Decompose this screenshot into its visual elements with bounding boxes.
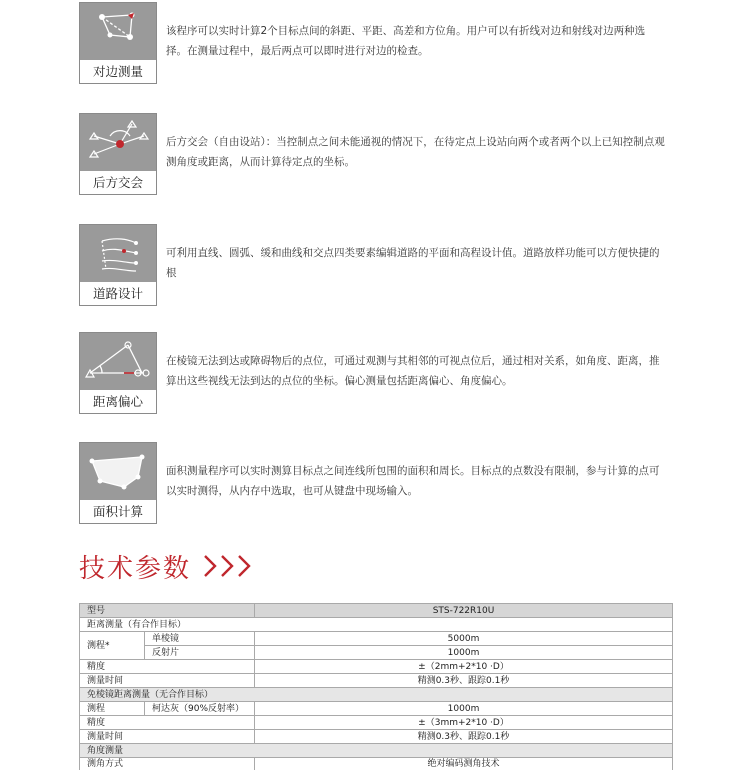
feature-tile	[79, 332, 157, 414]
time2-value: 精测0.3秒、跟踪0.1秒	[255, 730, 673, 744]
area-icon	[80, 443, 156, 500]
range2-value: 1000m	[255, 702, 673, 716]
feature-tile	[79, 2, 157, 84]
group-distance-prism: 距离测量（有合作目标）	[80, 618, 673, 632]
table-row	[80, 688, 673, 702]
table-row	[80, 632, 673, 646]
accuracy-label: 精度	[80, 660, 255, 674]
table-row	[80, 660, 673, 674]
table-row	[80, 716, 673, 730]
feature-illustration	[80, 114, 156, 171]
table-row	[80, 618, 673, 632]
accuracy2-label: 精度	[80, 716, 255, 730]
sheet-label: 反射片	[145, 646, 255, 660]
feature-tile	[79, 113, 157, 195]
kodak-label: 柯达灰（90%反射率）	[145, 702, 255, 716]
table-row	[80, 730, 673, 744]
feature-tile	[79, 224, 157, 306]
section-title: 技术参数	[79, 548, 191, 585]
section-heading	[79, 548, 257, 584]
accuracy-value: ±（2mm+2*10 ·D）	[255, 660, 673, 674]
feature-missing-line	[79, 2, 679, 84]
range2-label: 测程	[80, 702, 145, 716]
table-row	[80, 758, 673, 770]
feature-offset	[79, 332, 679, 414]
feature-name: 对边测量	[80, 60, 156, 83]
feature-tile	[79, 442, 157, 524]
angle-label: 测角方式	[80, 758, 255, 770]
angle-value: 绝对编码测角技术	[255, 758, 673, 770]
table-row	[80, 646, 673, 660]
group-angle: 角度测量	[80, 744, 673, 758]
accuracy2-value: ±（3mm+2*10 ·D）	[255, 716, 673, 730]
prism-label: 单棱镜	[145, 632, 255, 646]
missing-line-icon	[80, 3, 156, 60]
resection-icon	[80, 114, 156, 171]
feature-illustration	[80, 3, 156, 60]
table-row	[80, 702, 673, 716]
feature-name: 道路设计	[80, 282, 156, 305]
feature-resection	[79, 113, 679, 195]
road-design-icon	[80, 225, 156, 282]
feature-name: 后方交会	[80, 171, 156, 194]
model-value: STS-722R10U	[255, 604, 673, 618]
feature-area	[79, 442, 679, 524]
triple-chevron-right-icon	[201, 553, 257, 579]
feature-name: 距离偏心	[80, 390, 156, 413]
feature-description: 后方交会（自由设站）：当控制点之间未能通视的情况下，在待定点上设站向两个或者两个以上已知控制点观测角度或距离，从而计算待定点的坐标。	[166, 132, 666, 172]
group-reflectorless: 免棱镜距离测量（无合作目标）	[80, 688, 673, 702]
feature-illustration	[80, 443, 156, 500]
feature-illustration	[80, 333, 156, 390]
sheet-value: 1000m	[255, 646, 673, 660]
prism-value: 5000m	[255, 632, 673, 646]
feature-description: 该程序可以实时计算2个目标点间的斜距、平距、高差和方位角。用户可以有折线对边和射线对边两种选择。在测量过程中，最后两点可以即时进行对边的检查。	[166, 21, 666, 61]
feature-illustration	[80, 225, 156, 282]
spec-table	[79, 603, 673, 770]
model-label: 型号	[80, 604, 255, 618]
table-row	[80, 674, 673, 688]
time2-label: 测量时间	[80, 730, 255, 744]
range-label: 测程*	[80, 632, 145, 660]
feature-name: 面积计算	[80, 500, 156, 523]
table-row	[80, 604, 673, 618]
feature-description: 在棱镜无法到达或障碍物后的点位，可通过观测与其相邻的可视点位后，通过相对关系，如角度、距离，推算出这些视线无法到达的点位的坐标。偏心测量包括距离偏心、角度偏心。	[166, 351, 666, 391]
offset-icon	[80, 333, 156, 390]
time-value: 精测0.3秒、跟踪0.1秒	[255, 674, 673, 688]
feature-description: 可利用直线、圆弧、缓和曲线和交点四类要素编辑道路的平面和高程设计值。道路放样功能可以方便快捷的根	[166, 243, 666, 283]
feature-road-design	[79, 224, 679, 306]
table-row	[80, 744, 673, 758]
feature-description: 面积测量程序可以实时测算目标点之间连线所包围的面积和周长。目标点的点数没有限制，参与计算的点可以实时测得，从内存中选取，也可从键盘中现场输入。	[166, 461, 666, 501]
time-label: 测量时间	[80, 674, 255, 688]
